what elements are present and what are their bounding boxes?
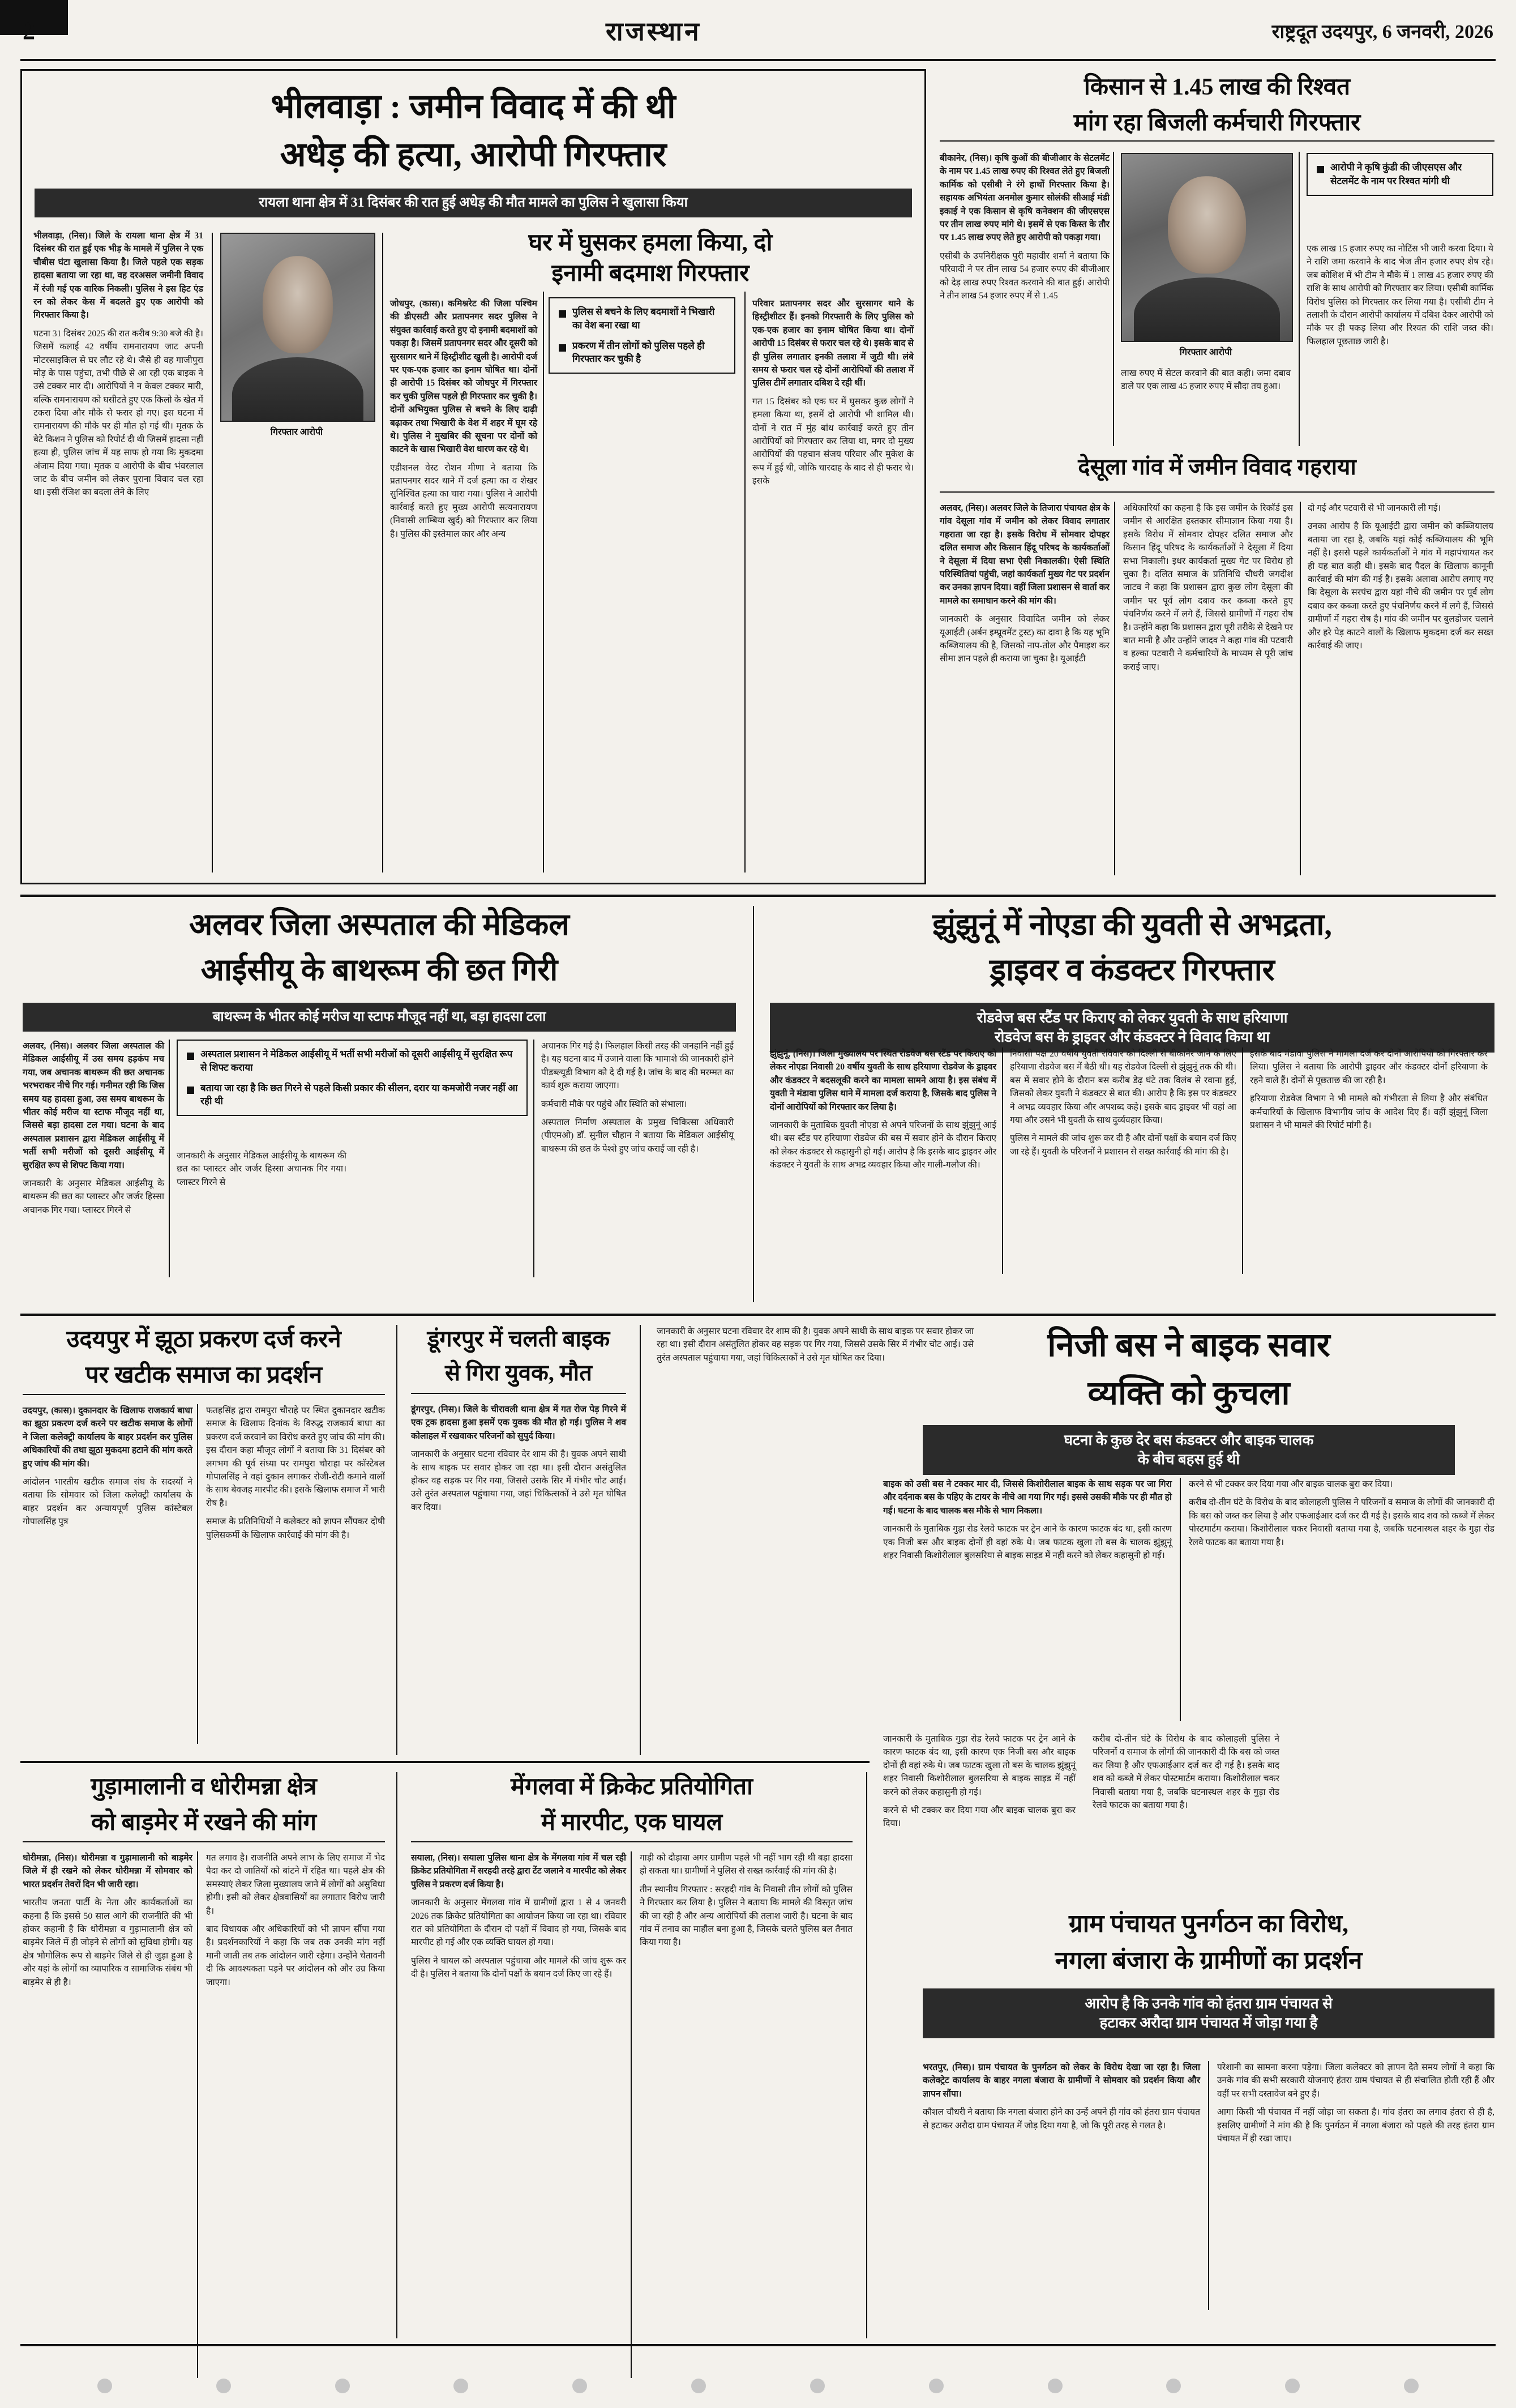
accused-photo-1	[220, 233, 375, 422]
page-number: 2	[23, 16, 35, 45]
sub-headline-1: घर में घुसकर हमला किया, दो	[528, 230, 773, 256]
bribe-column-1	[940, 152, 1110, 307]
lead-column-3	[752, 297, 914, 493]
bus-headline-1: निजी बस ने बाइक सवार	[1047, 1327, 1330, 1363]
alwar-column-2	[541, 1040, 734, 1161]
page-dot	[453, 2379, 468, 2393]
bribe-column-3	[1121, 367, 1291, 399]
story-divider	[411, 1841, 853, 1842]
alwar-paragraph: जानकारी के अनुसार मेडिकल आईसीयू के बाथरूम की छत का प्लास्टर और जर्जर हिस्सा अचानक गिर गया। प्लास्टर गिरने से	[177, 1151, 346, 1187]
alwar-headline-1: अलवर जिला अस्पताल की मेडिकल	[189, 908, 569, 942]
panchayat-column-2	[1217, 2061, 1494, 2150]
lead-column-2	[390, 297, 537, 546]
alwar-column-1	[23, 1040, 164, 1222]
column-divider	[533, 1040, 534, 1277]
column-divider	[1300, 502, 1301, 875]
jhunjhunu-kicker-line-1: रोडवेज बस स्टैंड पर किराए को लेकर युवती के साथ हरियाणा	[977, 1010, 1288, 1026]
lead-story-box	[20, 69, 926, 884]
bribe-paragraph: लाख रुपए में सेटल करवाने की बात कही। जमा दबाव डाले पर एक लाख 45 हजार रुपए में सौदा तय हुआ।	[1121, 369, 1291, 392]
jhunjhunu-column-1	[770, 1047, 996, 1177]
lead-paragraph: एडीशनल वेस्ट रोशन मीणा ने बताया कि प्रतापनगर सदर थाने में दर्ज हत्या का व शेखर सुनिश्चित हत्या का चारा गया। पुलिस ने आरोपी कार्रवाई करते हुए मुख्य आरोपी सत्यनारायण (निवासी लाम्बिया खुर्द) को गिरफ्तार कर लिया है। पुलिस की इस्तेमाल कार और अन्य	[390, 463, 537, 539]
bus-kicker	[923, 1425, 1455, 1475]
panchayat-paragraph: परेशानी का सामना करना पड़ेगा। जिला कलेक्टर को ज्ञापन देते समय लोगों ने कहा कि उनके गांव की सभी सरकारी योजनाएं हंतरा ग्राम पंचायत से ही संचालित होती रही हैं और वहीं पर सभी दस्तावेज बने हुए हैं।	[1217, 2063, 1494, 2099]
jhunjhunu-headline-2: ड्राइवर व कंडक्टर गिरफ्तार	[990, 952, 1275, 987]
desula-column-1	[940, 502, 1110, 671]
bribe-paragraph: एक लाख 15 हजार रुपए का नोटिंस भी जारी करवा दिया। ये ने राशि जमा करवाने के बाद भेज तीन हजार रुपए शेष रहे। जब कोशिश में भी टीम ने मौके में 1 लाख 45 हजार रुपए की राशि के साथ आरोपी को गिरफ्तार कर लिया। एसीबी कार्मिक विरोध पुलिस को गिरफ्तार कर लिया गया है। एसीबी टीम ने तलाशी के दौरान आरोपी कार्यालय में दबिश देकर आरोपी को मौके पर ही पकड़ लिया और रिश्वत की राशि जब्त की। फिलहाल पूछताछ जारी है।	[1307, 244, 1493, 347]
story-divider	[940, 140, 1494, 142]
lead-paragraph: जोधपुर, (कास)। कमिश्नरेट की जिला पश्चिम की डीएसटी और प्रतापनगर सदर पुलिस ने संयुक्त कार्रवाई करते हुए दो इनामी बदमाशों को पकड़ा है। जिसमें प्रतापनगर सदर और दूसरी को सुरसागर थाने में हिस्ट्रीशीट खुली है। आरोपी दर्ज पर एक-एक हजार का इनाम घोषित था। दोनों ही आरोपी 15 दिसंबर को जोधपुर में गिरफ्तार कर चुकी पुलिस पहले ही गिरफ्तार कर चुकी है। दोनों अभियुक्त पुलिस से बचने के लिए दाढ़ी बढ़ाकर तथा भिखारी के वेश में शहर में घूम रहे थे। पुलिस ने मुखबिर की सूचना पर दोनों को काटने के खास भिखारी वेश धारण कर रहे थे।	[390, 299, 537, 455]
dungarpur-headline-1: डूंगरपुर में चलती बाइक	[427, 1326, 610, 1351]
alwar-paragraph: अचानक गिर गई है। फिलहाल किसी तरह की जनहानि नहीं हुई है। यह घटना बाद में उजाने वाला कि भामाशे की जानकारी होने पीडब्ल्यूडी विभाग को दे दी गई है। जांच के बाद की मरम्मत का कार्य शुरू कराया जाएगा।	[541, 1041, 734, 1091]
mangalwa-story	[411, 1772, 853, 1979]
bribe-story	[940, 72, 1494, 392]
alwar-bullet-item: बताया जा रहा है कि छत गिरने से पहले किसी प्रकार की सीलन, दरार या कमजोरी नजर नहीं आ रही थी	[186, 1081, 519, 1109]
udaipur-column-2	[206, 1404, 385, 1547]
page-dot	[929, 2379, 944, 2393]
accused-photo-2	[1121, 153, 1293, 342]
mangalwa-paragraph: पुलिस ने घायल को अस्पताल पहुंचाया और मामले की जांच शुरू कर दी है। पुलिस ने बताया कि दोनों पक्षों के बयान दर्ज किए जा रहे हैं।	[411, 1956, 626, 1979]
mangalwa-paragraph: सयाला, (निस)। सयाला पुलिस थाना क्षेत्र के मेंगलवा गांव में चल रही क्रिकेट प्रतियोगिता में सरहदी तरहे द्वारा टेंट जलाने व मारपीट को लेकर पुलिस ने प्रकरण दर्ज किया है।	[411, 1853, 626, 1889]
story-divider	[23, 1394, 385, 1395]
section-title: राजस्थान	[605, 17, 701, 46]
panchayat-paragraph: भरतपुर, (निस)। ग्राम पंचायत के पुनर्गठन को लेकर के विरोध देखा जा रहा है। जिला कलेक्ट्रेट कार्यालय के बाहर नगला बंजारा के ग्रामीणों ने सोमवार को प्रदर्शन किया और ज्ञापन सौंपा।	[923, 2063, 1200, 2099]
bus-column-2	[1189, 1478, 1494, 1554]
gudamalani-story	[23, 1772, 385, 1987]
page-dot	[216, 2379, 231, 2393]
column-divider	[1242, 1047, 1243, 1274]
masthead-rule	[20, 59, 1496, 61]
alwar-bullet-list	[177, 1040, 528, 1116]
udaipur-column-1	[23, 1404, 192, 1534]
udaipur-story	[23, 1325, 385, 1540]
alwar-column-3	[177, 1149, 346, 1194]
panchayat-headline-2: नगला बंजारा के ग्रामीणों का प्रदर्शन	[1055, 1947, 1363, 1974]
gram-panchayat-story	[923, 1908, 1494, 2144]
lead-paragraph: भीलवाड़ा, (निस)। जिले के रायला थाना क्षेत्र में 31 दिसंबर की रात हुई एक भीड़ के मामले में पुलिस ने एक चौबीस घंटा खुलासा किया है। जिले पहले एक सड़क हादसा बताया जा रहा था, वह दरअसल जमीनी विवाद में रंजी गई एक वारिक निकली। पुलिस ने इस हिट एंड रन को लेकर केस में बदलते हुए एक आरोपी को गिरफ्तार किया है।	[33, 231, 203, 320]
mangalwa-paragraph: तीन स्थानीय गिरफ्तार : सरहदी गांव के निवासी तीन लोगों को पुलिस ने गिरफ्तार कर लिया है। पुलिस ने बताया कि मामले की विस्तृत जांच की जा रही है और अन्य आरोपियों की तलाश जारी है। घटना के बाद गांव में तनाव का माहौल बना हुआ है, जिसके चलते पुलिस बल तैनात किया गया है।	[640, 1884, 853, 1948]
mangalwa-headline-2: में मारपीट, एक घायल	[541, 1809, 723, 1836]
dungarpur-paragraph: जानकारी के अनुसार घटना रविवार देर शाम की है। युवक अपने साथी के साथ बाइक पर सवार होकर जा रहा था। इसी दौरान असंतुलित होकर वह सड़क पर गिर गया, जिससे उसके सिर में गंभीर चोट आई। उसे तुरंत अस्पताल पहुंचाया गया, जहां चिकित्सकों ने उसे मृत घोषित कर दिया।	[411, 1449, 626, 1512]
column-divider	[212, 233, 213, 872]
gudamalani-paragraph: बाद विधायक और अधिकारियों को भी ज्ञापन सौंपा गया है। प्रदर्शनकारियों ने कहा कि जब तक उनकी मांग नहीं मानी जाती तब तक आंदोलन जारी रहेगा। उन्होंने चेतावनी दी कि आवश्यकता पड़ने पर आंदोलन को और उग्र किया जाएगा।	[206, 1924, 385, 1987]
dungarpur-headline-2: से गिरा युवक, मौत	[445, 1360, 592, 1385]
column-divider	[1114, 502, 1115, 875]
alwar-kicker: बाथरूम के भीतर कोई मरीज या स्टाफ मौजूद नहीं था, बड़ा हादसा टला	[23, 1003, 736, 1032]
panchayat-column-1	[923, 2061, 1200, 2137]
gudamalani-column-2	[206, 1851, 385, 1994]
story-divider	[411, 1393, 626, 1394]
bribe-column-2	[1307, 242, 1493, 353]
story-divider	[23, 1841, 385, 1842]
bribe-paragraph: बीकानेर, (निस)। कृषि कुओं की बीजीआर के सेटलमेंट के नाम पर 1.45 लाख रुपए की रिश्वत लेते हुए बिजली कार्मिक को एसीबी ने रंगे हाथों गिरफ्तार किया है। सहायक अभियंता अनमोल कुमार सोलंकी सीआई मंडी इकाई ने एक किसान से कृषि कनेक्शन की जीएसएस पर तीन लाख रुपए मांगे थे। इसमें से एक किस्त के तौर पर 1.45 लाख रुपए लेते हुए आरोपी को पकड़ा गया।	[940, 153, 1110, 243]
bus-paragraph: करीब दो-तीन घंटे के विरोध के बाद कोलाहली पुलिस ने परिजनों व समाज के लोगों की जानकारी दी कि बस को जब्त कर लिया है और एफआईआर दर्ज कर दी गई है। इसके बाद शव को कब्जे में लेकर पोस्टमार्टम कराया। किशोरीलाल चकर निवासी बताया गया है, जबकि घटनास्थल शहर के गुड़ा रोड रेलवे फाटक का बताया गया है।	[1189, 1498, 1494, 1547]
section-rule	[20, 895, 1496, 897]
photo-caption-2: गिरफ्तार आरोपी	[1179, 348, 1232, 357]
bribe-paragraph: एसीबी के उपनिरीक्षक पुरी महावीर शर्मा ने बताया कि परिवादी ने पर तीन लाख 54 हजार रुपए की बीजीआर को देड़ लाख रुपए रिश्वत करवाने की बात हुई। आरोपी ने तीन लाख 54 हजार रुपए में से 1.45	[940, 251, 1110, 301]
dungarpur-column-1	[411, 1403, 626, 1519]
column-divider	[1002, 1047, 1003, 1274]
panchayat-headline-1: ग्राम पंचायत पुनर्गठन का विरोध,	[1068, 1910, 1349, 1937]
bribe-bullet-list	[1307, 153, 1493, 196]
page-dot	[1404, 2379, 1419, 2393]
bus-paragraph: जानकारी के मुताबिक गुड़ा रोड रेलवे फाटक पर ट्रेन आने के कारण फाटक बंद था, इसी कारण एक निजी बस और बाइक दोनों ही वहां रुके थे। जब फाटक खुला तो बस के चालक झुंझुनूं शहर निवासी किशोरीलाल बुलसरिया से बाइक साइड में नहीं करने को लेकर कहासुनी हो गई।	[883, 1734, 1076, 1797]
section-divider	[640, 1325, 641, 1755]
mangalwa-paragraph: गाड़ी को दौड़ाया अगर ग्रामीण पहले भी नहीं भाग रही थी बड़ा हादसा हो सकता था। ग्रामीणों ने पुलिस से सख्त कार्रवाई की मांग की है।	[640, 1853, 853, 1876]
desula-headline: देसूला गांव में जमीन विवाद गहराया	[1078, 454, 1356, 480]
alwar-paragraph: जानकारी के अनुसार मेडिकल आईसीयू के बाथरूम की छत का प्लास्टर और जर्जर हिस्सा अचानक गिर गया। प्लास्टर गिरने से	[23, 1178, 164, 1215]
bus-continuation-column-2	[1093, 1733, 1279, 1817]
panchayat-paragraph: आगा किसी भी पंचायत में नहीं जोड़ा जा सकता है। गांव हंतरा का लगाव हंतरा से ही है, इसलिए ग्रामीणों ने मांग की है कि पुनर्गठन में नगला बंजारा को पहले की तरह हंतरा ग्राम पंचायत में ही रखा जाए।	[1217, 2107, 1494, 2144]
bus-kicker-line-1: घटना के कुछ देर बस कंडक्टर और बाइक चालक	[1064, 1432, 1314, 1448]
dungarpur-paragraph: जानकारी के अनुसार घटना रविवार देर शाम की है। युवक अपने साथी के साथ बाइक पर सवार होकर जा रहा था। इसी दौरान असंतुलित होकर वह सड़क पर गिर गया, जिससे उसके सिर में गंभीर चोट आई। उसे तुरंत अस्पताल पहुंचाया गया, जहां चिकित्सकों ने उसे मृत घोषित कर दिया।	[657, 1327, 974, 1363]
panchayat-kicker-line-2: हटाकर अरौदा ग्राम पंचायत में जोड़ा गया है	[1099, 2014, 1318, 2031]
private-bus-story	[883, 1325, 1494, 1560]
bus-paragraph: करने से भी टक्कर कर दिया गया और बाइक चालक बुरा कर दिया।	[1189, 1479, 1393, 1489]
page-dot	[97, 2379, 112, 2393]
masthead	[0, 0, 1516, 61]
udaipur-headline-2: पर खटीक समाज का प्रदर्शन	[85, 1362, 323, 1388]
section-rule	[20, 1761, 870, 1763]
mangalwa-column-2	[640, 1851, 853, 1954]
photo-caption-1: गिरफ्तार आरोपी	[270, 427, 323, 437]
udaipur-paragraph: आंदोलन भारतीय खटीक समाज संघ के सदस्यों ने बताया कि सोमवार को जिला कलेक्ट्री कार्यालय के बाहर प्रदर्शन कर अन्यायपूर्ण पुलिस कांस्टेबल गोपालसिंह पुत्र	[23, 1477, 192, 1527]
mangalwa-column-1	[411, 1851, 626, 1986]
column-divider	[1180, 1478, 1181, 1721]
column-divider	[631, 1851, 632, 2378]
jhunjhunu-kicker	[770, 1003, 1494, 1053]
bribe-bullet-item: आरोपी ने कृषि कुंडी की जीएसएस और सेटलमेंट के नाम पर रिश्वत मांगी थी	[1316, 161, 1484, 188]
lead-paragraph: परिवार प्रतापनगर सदर और सुरसागर थाने के हिस्ट्रीशीटर हैं। इनको गिरफ्तारी के लिए पुलिस को एक-एक हजार का इनाम घोषित किया था। दोनों आरोपी 15 दिसंबर से फरार चल रहे थे। इसके बाद से ही पुलिस लगातार इनकी तलाश में जुटी थी। लंबे समय से फरार चल रहे दोनों आरोपियों की तलाश में पुलिस टीमें लगातार दबिश दे रही थीं।	[752, 299, 914, 388]
lead-bullet-item: प्रकरण में तीन लोगों को पुलिस पहले ही गिरफ्तार कर चुकी है	[558, 339, 726, 366]
gudamalani-paragraph: धोरीमन्ना, (निस)। धोरीमन्ना व गुड़ामालानी को बाड़मेर जिले में ही रखने को लेकर धोरीमन्ना में सोमवार को भारत प्रदर्शन तेवरों दिन भी जारी रहा।	[23, 1853, 192, 1889]
gudamalani-headline-1: गुड़ामालानी व धोरीमन्ना क्षेत्र	[91, 1774, 317, 1800]
column-divider	[169, 1040, 170, 1277]
page-dot	[335, 2379, 350, 2393]
alwar-paragraph: अलवर, (निस)। अलवर जिला अस्पताल की मेडिकल आईसीयू में उस समय हड़कंप मच गया, जब अचानक बाथरूम की छत अचानक भरभराकर नीचे गिर गई। गनीमत रही कि जिस समय यह हादसा हुआ, उस समय बाथरूम के भीतर कोई मरीज या स्टाफ मौजूद नहीं था, जिससे बड़ा हादसा टल गया। घटना के बाद अस्पताल प्रशासन द्वारा मेडिकल आईसीयू में भर्ती सभी मरीजों को दूसरी आईसीयू में सुरक्षित रूप से शिफ्ट किया गया।	[23, 1041, 164, 1170]
udaipur-headline-1: उदयपुर में झूठा प्रकरण दर्ज करने	[66, 1327, 341, 1353]
alwar-headline-2: आईसीयू के बाथरूम की छत गिरी	[200, 952, 558, 987]
jhunjhunu-paragraph: निवासी पक्ष 20 वर्षीय युवती रविवार को दिल्ली से बीकानेर जाने के लिए हरियाणा रोडवेज बस में बैठी थी। यह रोडवेज दिल्ली से झुंझुनूं तक की थी। बस में सवार होने के दौरान बस करीब डेढ़ घंटे तक विलंब से रवाना हुई, जिसको लेकर युवती ने कंडक्टर से बात की। आरोप है कि इस पर कंडक्टर ने अभद्र व्यवहार किया और अपशब्द कहे। इसके बाद ड्राइवर भी वहां आ गया और उसने भी युवती के साथ दुर्व्यवहार किया।	[1010, 1049, 1236, 1125]
bus-paragraph: जानकारी के मुताबिक गुड़ा रोड रेलवे फाटक पर ट्रेन आने के कारण फाटक बंद था, इसी कारण एक निजी बस और बाइक दोनों ही वहां रुके थे। जब फाटक खुला तो बस के चालक झुंझुनूं शहर निवासी किशोरीलाल बुलसरिया से बाइक साइड में नहीं करने को लेकर कहासुनी हो गई।	[883, 1524, 1172, 1560]
desula-paragraph: दो गई और पटवारी से भी जानकारी ली गई।	[1308, 503, 1441, 513]
story-divider	[940, 491, 1494, 493]
column-divider	[543, 292, 544, 872]
column-divider	[197, 1404, 198, 1744]
jhunjhunu-column-2	[1010, 1047, 1236, 1164]
lead-headline-2: अधेड़ की हत्या, आरोपी गिरफ्तार	[280, 136, 667, 173]
jhunjhunu-paragraph: झुंझुनूं, (निस)। जिला मुख्यालय पर स्थित रोडवेज बस स्टैंड पर किराए को लेकर नोएडा निवासी 20 वर्षीय युवती के साथ हरियाणा रोडवेज के ड्राइवर और कंडक्टर ने बदसलूकी करने का मामला सामने आया है। इस संबंध में युवती ने मंडावा पुलिस थाने में मामला दर्ज कराया है, जिसके बाद पुलिस ने दोनों आरोपियों को गिरफ्तार कर लिया है।	[770, 1049, 996, 1112]
column-divider	[382, 233, 383, 872]
bribe-headline-1: किसान से 1.45 लाख की रिश्वत	[1084, 74, 1351, 100]
jhunjhunu-paragraph: हरियाणा रोडवेज विभाग ने भी मामले को गंभीरता से लिया है और संबंधित कर्मचारियों के खिलाफ विभागीय जांच के आदेश दिए हैं। वहीं झुंझुनूं जिला प्रशासन ने भी मामले की रिपोर्ट मांगी है।	[1250, 1094, 1488, 1130]
section-divider	[396, 1325, 397, 1755]
jhunjhunu-paragraph: जानकारी के मुताबिक युवती नोएडा से अपने परिजनों के साथ झुंझुनूं आई थी। बस स्टैंड पर हरियाणा रोडवेज की बस में सवार होने के दौरान किराए को लेकर कंडक्टर से कहासुनी हो गई। आरोप है कि इसके बाद ड्राइवर और कंडक्टर ने युवती के साथ अभद्र व्यवहार किया और गाली-गलौज की।	[770, 1120, 996, 1170]
bus-paragraph: बाइक को उसी बस ने टक्कर मार दी, जिससे किशोरीलाल बाइक के साथ सड़क पर जा गिरा और दर्दनाक बस के पहिए के टायर के नीचे आ गया गिर गई। इससे उसकी मौके पर ही मौत हो गई। घटना के बाद चालक बस मौके से भाग निकला।	[883, 1479, 1172, 1516]
bus-paragraph: करने से भी टक्कर कर दिया गया और बाइक चालक बुरा कर दिया।	[883, 1805, 1076, 1829]
lead-paragraph: गत 15 दिसंबर को एक घर में घुसकर कुछ लोगों ने हमला किया था, इसमें दो आरोपी भी शामिल थी। दोनों ने रात में मुंह बांध कार्रवाई करते हुए तीन आरोपियों को गिरफ्तार कर लिया था, मगर दो मुख्य आरोपियों की पहचान संजय परिवार और मुकेश के रूप में हुई थी, जोकि चारदाह के बाद से ही फरार थे। इसके	[752, 396, 914, 486]
panchayat-paragraph: कौशल चौधरी ने बताया कि नगला बंजारा होने का उन्हें अपने ही गांव को हंतरा ग्राम पंचायत से हटाकर अरौदा ग्राम पंचायत में जोड़ दिया गया है, जो कि पूरी तरह से गलत है।	[923, 2107, 1200, 2131]
lead-headline-1: भीलवाड़ा : जमीन विवाद में की थी	[271, 88, 676, 125]
bribe-headline-2: मांग रहा बिजली कर्मचारी गिरफ्तार	[1073, 109, 1361, 136]
column-divider	[1299, 152, 1300, 446]
section-divider	[396, 1772, 397, 2338]
desula-paragraph: उनका आरोप है कि यूआईटी द्वारा जमीन को कब्जियालय बताया जा रहा है, जबकि यहां कोई कब्जियालय की भूमि नहीं है। इससे पहले कार्यकर्ताओं ने गांव में महापंचायत कर ही यह बात कही थी। इसके बाद पैदल के खिलाफ कानूनी कार्रवाई की मांग की गई है। इसके अलावा आरोप लगाए गए कि देसूला के सरपंच द्वारा यहां नीचे की जमीन पर पूर्व लोग दबाव कर कब्जा करते हुए पंचनिर्णय करने में लगे हैं, जिससे ग्रामीणों में गहरा रोष है। गांव की जमीन पर बुलडोजर चलाने और हरे पेड़ काटने वालों के खिलाफ मुकदमा दर्ज कर सख्त कार्रवाई की जाए।	[1308, 521, 1493, 651]
page-dot	[1048, 2379, 1063, 2393]
desula-paragraph: अलवर, (निस)। अलवर जिले के तिजारा पंचायत क्षेत्र के गांव देसूला गांव में जमीन को लेकर विवाद लगातार गहराता जा रहा है। इसके विरोध में सोमवार दोपहर दलित समाज और किसान हिंदू परिषद के कार्यकर्ताओं ने देसूला में दिया सभा ऐसी निकालकी। ऐसी स्थिति परिस्थितियां पहुंची, जहां कार्यकर्ता मुख्य गेट पर प्रदर्शन कर उनका ज्ञापन दिया। वहीं जिला प्रशासन से वार्ता कर मामले का समाधान करने की मांग की।	[940, 503, 1110, 606]
desula-paragraph: अधिकारियों का कहना है कि इस जमीन के रिकॉर्ड इस जमीन से आरक्षित हस्तकार सीमाज्ञान किया गया है। इसके विरोध में सोमवार दोपहर दलित समाज और किसान हिंदू परिषद के कार्यकर्ताओं ने देसूला में दिया सभा निकाली। इधर कार्यकर्ता मुख्य गेट पर विरोध हो चुका है। दलित समाज के प्रतिनिधि चौधरी जगदीश जाटव ने कहा कि प्रशासन द्वारा कुछ लोग देसूला की जमीन पर पूर्व लोग दबाव कर कब्जा करते हुए पंचनिर्णय करने में लगे हैं, जिससे ग्रामीणों में गहरा रोष है। उन्होंने कहा कि प्रशासन द्वारा पूरी तरीके से देखने पर बात मानी है और उन्होंने जादव ने कहा गांव की पटवारी व हल्का पटवारी ने कर्मचारियों के माध्यम से पूरी जांच कराई जाए।	[1123, 503, 1293, 672]
jhunjhunu-paragraph: इसके बाद मंडावा पुलिस ने मामला दर्ज कर दोनों आरोपियों को गिरफ्तार कर लिया। पुलिस ने बताया कि आरोपी ड्राइवर और कंडक्टर दोनों हरियाणा के रहने वाले हैं। दोनों से पूछताछ की जा रही है।	[1250, 1049, 1488, 1085]
alwar-paragraph: अस्पताल निर्माण अस्पताल के प्रमुख चिकित्सा अधिकारी (पीएमओ) डॉ. सुनील चौहान ने बताया कि मेडिकल आईसीयू बाथरूम की छत के पेश्शे हुए जांच कराई जा रही है।	[541, 1117, 734, 1154]
gudamalani-paragraph: भारतीय जनता पार्टी के नेता और कार्यकर्ताओं का कहना है कि इससे 50 साल आगे की राजनीति की भी होकर कहानी है कि धोरीमन्ना व गुड़ामालानी क्षेत्र को बाड़मेर जिले में ही जोड़ने से लोगों को सुविधा होगी। यह क्षेत्र भौगोलिक रूप से बाड़मेर जिले से ही जुड़ा हुआ है और यहां के लोगों का व्यापारिक व सामाजिक संबंध भी बाड़मेर से ही है।	[23, 1898, 192, 1987]
lead-column-1	[33, 229, 203, 504]
udaipur-paragraph: समाज के प्रतिनिधियों ने कलेक्टर को ज्ञापन सौंपकर दोषी पुलिसकर्मी के खिलाफ कार्रवाई की मांग की है।	[206, 1517, 385, 1540]
lead-bullet-list	[549, 297, 735, 374]
dungarpur-story	[411, 1325, 626, 1512]
column-divider	[1208, 2061, 1209, 2310]
bus-column-1	[883, 1478, 1172, 1567]
alwar-bullet-item: अस्पताल प्रशासन ने मेडिकल आईसीयू में भर्ती सभी मरीजों को दूसरी आईसीयू में सुरक्षित रूप से शिफ्ट कराया	[186, 1047, 519, 1075]
page-dot	[1166, 2379, 1181, 2393]
column-divider	[1113, 152, 1114, 446]
footer-rule	[20, 2344, 1496, 2346]
mangalwa-headline-1: मेंगलवा में क्रिकेट प्रतियोगिता	[511, 1774, 753, 1800]
jhunjhunu-paragraph: पुलिस ने मामले की जांच शुरू कर दी है और दोनों पक्षों के बयान दर्ज किए जा रहे हैं। युवती के परिजनों ने प्रशासन से सख्त कार्रवाई की मांग की है।	[1010, 1134, 1236, 1157]
page-dot	[810, 2379, 825, 2393]
desula-story	[940, 453, 1494, 672]
jhunjhunu-column-3	[1250, 1047, 1488, 1137]
desula-column-2	[1123, 502, 1293, 679]
edition-date: राष्ट्रदूत उदयपुर, 6 जनवरी, 2026	[1271, 22, 1493, 42]
bus-paragraph: करीब दो-तीन घंटे के विरोध के बाद कोलाहली पुलिस ने परिजनों व समाज के लोगों की जानकारी दी कि बस को जब्त कर लिया है और एफआईआर दर्ज कर दी गई है। इसके बाद शव को कब्जे में लेकर पोस्टमार्टम कराया। किशोरीलाल चकर निवासी बताया गया है, जबकि घटनास्थल शहर के गुड़ा रोड रेलवे फाटक का बताया गया है।	[1093, 1734, 1279, 1810]
udaipur-paragraph: फतहसिंह द्वारा रामपुरा चौराहे पर स्थित दुकानदार खटीक समाज के खिलाफ दिनांक के विरुद्ध राजकार्य बाधा का प्रकरण दर्ज करवाने का विरोध करते हुए जांच की मांग की। इस दौरान कहा मौजूद लोगों ने बताया कि 31 दिसंबर को लगभग की पूर्व संध्या पर रामपुरा चौराहा पर कॉस्टेबल गोपालसिंह ने वहां दुकान लगाकर रोजी-रोटी कमाने वालों के साथ बेवजह मारपीट की। इसके खिलाफ समाज में भारी रोष है।	[206, 1406, 385, 1508]
jhunjhunu-kicker-line-2: रोडवेज बस के ड्राइवर और कंडक्टर ने विवाद किया था	[995, 1028, 1270, 1045]
udaipur-paragraph: उदयपुर, (कास)। दुकानदार के खिलाफ राजकार्य बाधा का झूठा प्रकरण दर्ज करने पर खटीक समाज के लोगों ने जिला कलेक्ट्री कार्यालय के बाहर प्रदर्शन कर पुलिस अधिकारियों की तथा झूठा मुकदमा हटाने की मांग करते हुए जांच की मांग की।	[23, 1406, 192, 1469]
panchayat-kicker-line-1: आरोप है कि उनके गांव को हंतरा ग्राम पंचायत से	[1085, 1995, 1333, 2012]
sub-headline-2: इनामी बदमाश गिरफ्तार	[551, 260, 750, 286]
page-dot-row	[0, 2379, 1516, 2393]
gudamalani-column-1	[23, 1851, 192, 1994]
page-dot	[1285, 2379, 1300, 2393]
section-divider	[753, 906, 754, 1302]
lead-paragraph: घटना 31 दिसंबर 2025 की रात करीब 9:30 बजे की है। जिसमें कलाई 42 वर्षीय रामनारायण जाट अपनी मोटरसाइकिल से घर लौट रहे थे। जैसे ही वह गाजीपुरा मोड़ के पास पहुंचा, तभी पीछे से आ रही एक बाइक ने उसे टक्कर मार दी। आरोपियों ने न केवल टक्कर मारी, बल्कि रामनारायण को घसीटते हुए एक किलो के खेत में टकरा दिया और मौके से फरार हो गए। इस घटना में रामनारायण की मौके पर ही मौत हो गई थी। मृतक के बेटे किशन ने पुलिस को रिपोर्ट दी थी जिसमें हादसा नहीं हत्या ही, पुलिस जांच में यह साफ हो गया कि मुकदमा अंजाम दिया गया। मृतक व आरोपी के बीच भंवरलाल जाट के बीच जमीन को लेकर पुराना विवाद चल रहा था। इसी रंजिश का बदला लेने के लिए	[33, 328, 203, 498]
dungarpur-paragraph: डूंगरपुर, (निस)। जिले के चीरावली थाना क्षेत्र में गत रोज पेड़ गिरने में एक ट्रक हादसा हुआ इसमें एक युवक की मौत हो गई। पुलिस ने शव कोलाहल में रखवाकर परिजनों को सुपुर्द किया।	[411, 1405, 626, 1441]
section-rule	[20, 1314, 1496, 1316]
panchayat-kicker	[923, 1988, 1494, 2038]
desula-paragraph: जानकारी के अनुसार विवादित जमीन को लेकर यूआईटी (अर्बन इम्प्रूवमेंट ट्रस्ट) का दावा है कि यह भूमि कब्जियालय की है, जिसको नाप-तोल और पैमाइश कर सीमा ज्ञान पहले ही कराया जा चुका है। यूआईटी	[940, 614, 1110, 664]
lead-kicker: रायला थाना क्षेत्र में 31 दिसंबर की रात हुई अधेड़ की मौत मामले का पुलिस ने खुलासा किया	[35, 189, 912, 217]
column-divider	[744, 292, 746, 872]
bus-headline-2: व्यक्ति को कुचला	[1087, 1374, 1290, 1412]
page-dot	[572, 2379, 587, 2393]
jhunjhunu-headline-1: झुंझुनूं में नोएडा की युवती से अभद्रता,	[932, 908, 1332, 942]
mangalwa-paragraph: जानकारी के अनुसार मेंगलवा गांव में ग्रामीणों द्वारा 1 से 4 जनवरी 2026 तक क्रिकेट प्रतियोगिता का आयोजन किया जा रहा था। रविवार रात को प्रतियोगिता के दौरान दो पक्षों में विवाद हो गया, जिसके बाद मारपीट हो गई और एक व्यक्ति घायल हो गया।	[411, 1898, 626, 1948]
page-dot	[691, 2379, 706, 2393]
alwar-paragraph: कर्मचारी मौके पर पहुंचे और स्थिति को संभाला।	[541, 1099, 687, 1109]
lead-bullet-item: पुलिस से बचने के लिए बदमाशों ने भिखारी का वेश बना रखा था	[558, 305, 726, 332]
bus-kicker-line-2: के बीच बहस हुई थी	[1137, 1451, 1240, 1468]
section-divider	[866, 1772, 867, 2338]
column-divider	[197, 1851, 198, 2378]
bus-continuation-column	[883, 1733, 1076, 1836]
jhunjhunu-story	[770, 906, 1494, 1170]
gudamalani-paragraph: गत लगाव है। राजनीति अपने लाभ के लिए समाज में भेद पैदा कर दो जातियों को बांटने में रहित था। पहले क्षेत्र की समस्याएं लेकर जिला मुख्यालय जाने में लोगों को असुविधा होगी। इसी को लेकर क्षेत्रवासियों का लगातार विरोध जारी है।	[206, 1853, 385, 1916]
alwar-story	[23, 906, 736, 1215]
desula-column-3	[1308, 502, 1493, 657]
gudamalani-headline-2: को बाड़मेर में रखने की मांग	[91, 1809, 316, 1836]
